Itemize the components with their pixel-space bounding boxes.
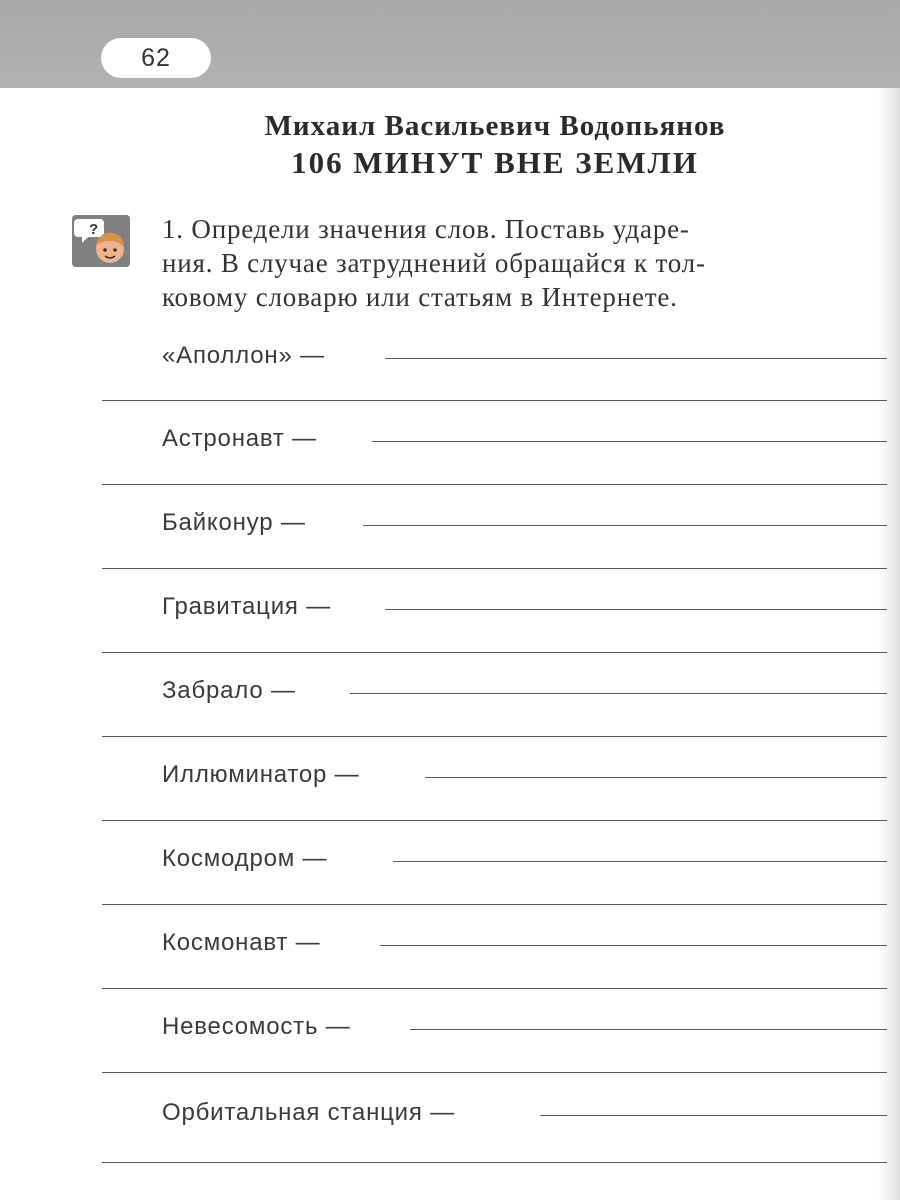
term-astronaut: Астронавт — (162, 425, 317, 452)
answer-line[interactable] (380, 945, 887, 946)
answer-line[interactable] (393, 861, 887, 862)
answer-line[interactable] (540, 1115, 887, 1116)
term-baikonur: Байконур — (162, 509, 306, 536)
answer-line[interactable] (102, 820, 887, 821)
answer-line[interactable] (425, 777, 887, 778)
answer-line[interactable] (102, 1072, 887, 1073)
task-instruction (162, 212, 892, 314)
answer-line[interactable] (372, 441, 887, 442)
story-title: 106 МИНУТ ВНЕ ЗЕМЛИ (291, 145, 699, 180)
term-cosmonaut: Космонавт — (162, 929, 321, 956)
answer-line[interactable] (102, 568, 887, 569)
answer-line[interactable] (102, 400, 887, 401)
answer-line[interactable] (102, 736, 887, 737)
answer-line[interactable] (385, 358, 887, 359)
answer-line[interactable] (102, 904, 887, 905)
answer-line[interactable] (102, 1162, 887, 1163)
question-thinking-child-icon (72, 215, 130, 267)
answer-line[interactable] (363, 525, 887, 526)
term-porthole: Иллюминатор — (162, 761, 360, 788)
term-cosmodrome: Космодром — (162, 845, 328, 872)
answer-line[interactable] (350, 693, 887, 694)
author-name: Михаил Васильевич Водопьянов (264, 110, 726, 142)
answer-line[interactable] (410, 1029, 887, 1030)
term-orbital-station: Орбитальная станция — (162, 1099, 455, 1126)
term-apollon: «Аполлон» — (162, 342, 325, 369)
term-gravitation: Гравитация — (162, 593, 331, 620)
svg-text:?: ? (89, 221, 99, 238)
task-line: ния. В случае затруднений обращайся к тол- (162, 248, 706, 278)
answer-line[interactable] (385, 609, 887, 610)
answer-line[interactable] (102, 652, 887, 653)
page-number: 62 (101, 38, 211, 78)
term-visor: Забрало — (162, 677, 296, 704)
term-weightlessness: Невесомость — (162, 1013, 351, 1040)
answer-line[interactable] (102, 484, 887, 485)
answer-line[interactable] (102, 988, 887, 989)
task-line: ковому словарю или статьям в Интернете. (162, 282, 678, 312)
task-line: 1. Определи значения слов. Поставь ударе- (162, 214, 690, 244)
